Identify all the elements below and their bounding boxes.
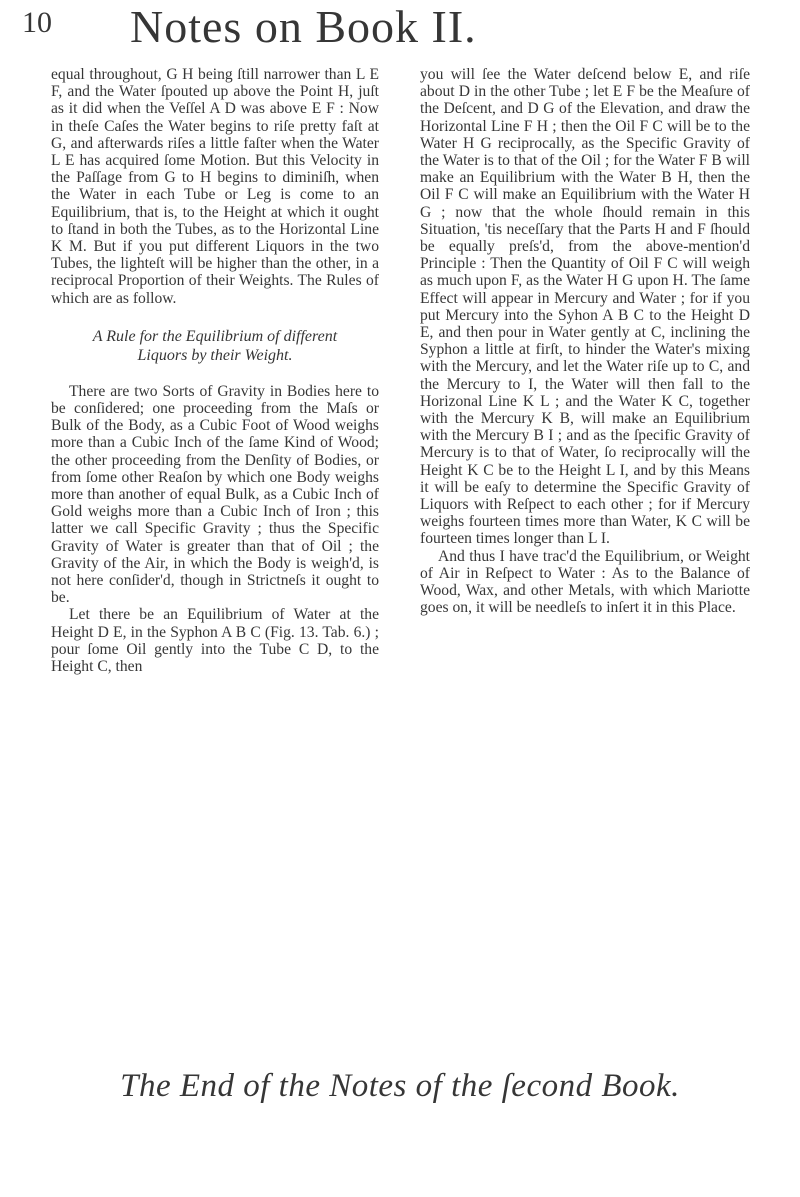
left-paragraph-3: Let there be an Equilibrium of Water at the Height D E, in the Syphon A B C (Fig. 13. Tab. 6.) ; pour ſome Oil gently into the Tube C D, to the Height C, then xyxy=(51,606,379,676)
right-column xyxy=(420,66,750,617)
page-header xyxy=(0,0,800,60)
left-paragraph-2: There are two Sorts of Gravity in Bodies here to be conſidered; one proceeding from the Maſs or Bulk of the Body, as a Cubic Foot of Wood weighs more than a Cubic Inch of the ſame Kind of Wood; the other proceeding from the Denſity of Bodies, or from ſome other Reaſon by which one Body weighs more than another of equal Bulk, as a Cubic Inch of Gold weighs more than a Cubic Inch of Iron ; this latter we call Specific Gravity ; thus the Specific Gravity of Water is greater than that of Oil ; the Gravity of the Air, in which the Body is weigh'd, is not here conſider'd, though in Strictneſs it ought to be. xyxy=(51,382,379,607)
left-column xyxy=(51,66,379,675)
section-title-line-1: A Rule for the Equilibrium of different xyxy=(92,327,338,345)
running-head: Notes on Book II. xyxy=(130,1,477,52)
left-paragraph-1: equal throughout, G H being ſtill narrower than L E F, and the Water ſpouted up above the Point H, juſt as it did when the Veſſel A D was above E F : Now in theſe Caſes the Water begins to riſe pretty faſt at G, and afterwards riſes a little faſter when the Water L E has acquired ſome Motion. But this Velocity in the Paſſage from G to H begins to diminiſh, when the Water in each Tube or Leg is come to an Equilibrium, that is, to the Height at which it ought to ſtand in both the Tubes, as to the Horizontal Line K M. But if you put different Liquors in the two Tubes, the lighteſt will be higher than the other, in a reciprocal Proportion of their Weights. The Rules of which are as follow. xyxy=(51,66,379,307)
section-title-line-2: Liquors by their Weight. xyxy=(137,346,293,364)
page-number: 10 xyxy=(22,6,52,39)
right-paragraph-1: you will ſee the Water deſcend below E, and riſe about D in the other Tube ; let E F be the Meaſure of the Deſcent, and D G of the Elevation, and draw the Horizontal Line F H ; then the Oil F C will be to the Water H G reciprocally, as the Specific Gravity of the Water is to that of the Oil ; for the Water F B will make an Equilibrium with the Water B H, then the Oil F C will make an Equilibrium with the Water H G ; now that the whole ſhould remain in this Situation, 'tis neceſſary that the Parts H and F ſhould be equally preſs'd, from the above-mention'd Principle : Then the Quantity of Oil F C will weigh as much upon F, as the Water H G upon H. The ſame Effect will appear in Mercury and Water ; for if you put Mercury into the Syhon A B C to the Height D E, and then pour in Water gently at C, inclining the Syphon a little at firſt, to hinder the Water's mixing with the Mercury, and let the Water riſe up to C, and the Mercury to I, the Water will then fall to the Horizonal Line K L ; and the Water K C, together with the Mercury K B, will make an Equilibrium with the Mercury B I ; and as the ſpecific Gravity of Mercury is to that of Water, ſo reciprocally will the Height K C be to the Height L I, and by this Means it will be eaſy to determine the Specific Gravity of Liquors with Reſpect to each other ; for if Mercury weighs fourteen times more than Water, K C will be fourteen times longer than L I. xyxy=(420,66,750,548)
section-title xyxy=(51,327,379,365)
right-paragraph-2: And thus I have trac'd the Equilibrium, or Weight of Air in Reſpect to Water : As to the Balance of Wood, Wax, and other Metals, with which Mariotte goes on, it will be needleſs to inſert it in this Place. xyxy=(420,547,750,617)
end-of-notes-line: The End of the Notes of the ſecond Book. xyxy=(120,1068,680,1104)
